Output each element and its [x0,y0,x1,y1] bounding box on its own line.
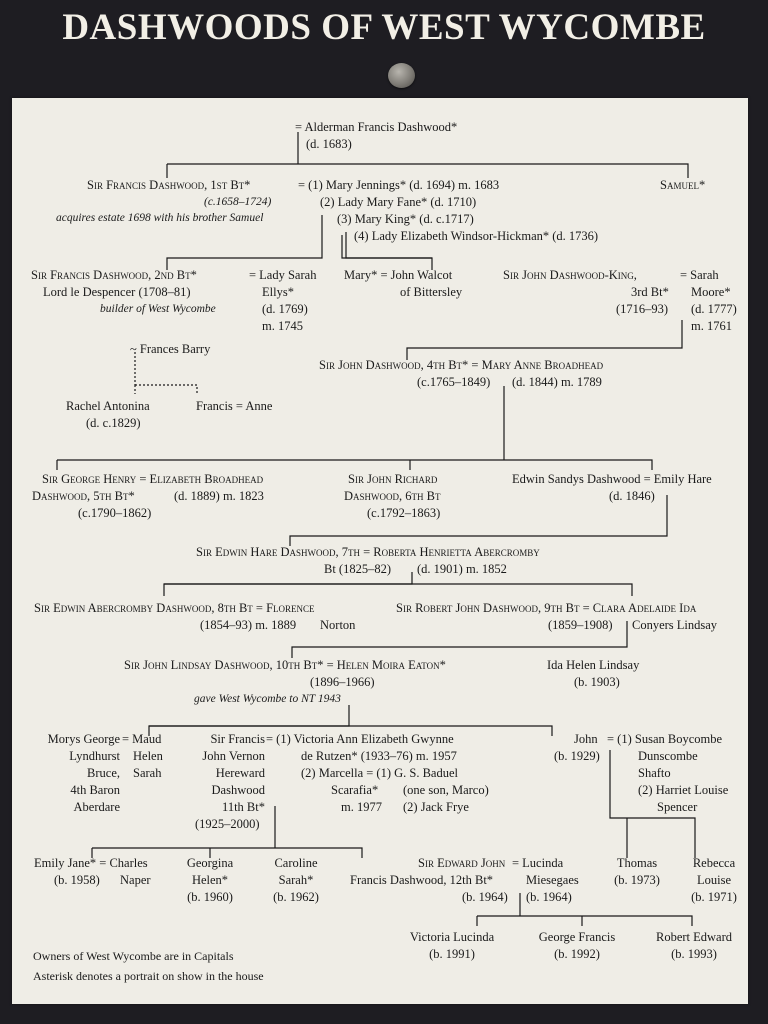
edwin-hare-7th-bt-dates: Bt (1825–82) [324,562,392,576]
charles-naper: Naper [120,873,151,887]
georgina-dates: (b. 1960) [187,890,233,904]
georgina-l2: Helen* [191,873,229,887]
victoria-lucinda-dates: (b. 1991) [429,947,475,961]
clara-lindsay: Conyers Lindsay [632,618,718,632]
sarah-ellys-married: m. 1745 [262,319,303,333]
francis-1st-bt-note: acquires estate 1698 with his brother Samuel [56,212,264,224]
morys-l5: Aberdare [73,800,120,814]
rebecca-l1: Rebecca [692,856,736,870]
frances-barry: ~ Frances Barry [130,342,211,356]
florence-norton: Norton [320,618,356,632]
caroline-l2: Sarah* [278,873,314,887]
john-richard-6th-bt-l1: Sir John Richard [348,472,438,486]
mary-walcot-l2: of Bittersley [400,285,463,299]
francis-1st-bt-name: Sir Francis Dashwood, 1st Bt* [87,178,251,192]
marcella-scarafia: Scarafia* [331,783,379,797]
ida-helen-lindsay-dates: (b. 1903) [574,675,620,689]
francis-2nd-bt-name: Sir Francis Dashwood, 2nd Bt* [31,268,197,282]
board-title: DASHWOODS OF WEST WYCOMBE [62,7,706,48]
pushpin-icon [388,63,415,88]
francis-11th-bt-l5: 11th Bt* [222,800,265,814]
john-4th-bt-dates: (c.1765–1849) [417,375,491,389]
caroline-dates: (b. 1962) [273,890,319,904]
rachel-antonina-dates: (d. c.1829) [86,416,141,430]
susan-boycombe-l3: Shafto [638,766,671,780]
robert-john-9th-bt-dates: (1859–1908) [548,618,613,632]
maud-l2: Helen [133,749,163,763]
harriet-spencer-l2: Spencer [657,800,698,814]
maud-l3: Sarah [133,766,162,780]
emily-hare-dates: (d. 1846) [609,489,655,503]
wife-mary-fane: (2) Lady Mary Fane* (d. 1710) [320,195,477,209]
baduel-son-note: (one son, Marco) [403,783,489,797]
victoria-gwynne-l2: de Rutzen* (1933–76) m. 1957 [301,749,457,763]
francis-11th-bt-l4: Dashwood [211,783,265,797]
victoria-gwynne-l1: = (1) Victoria Ann Elizabeth Gwynne [266,732,454,746]
robert-edward-dates: (b. 1993) [671,947,717,961]
george-francis-name: George Francis [538,930,616,944]
john-4th-bt-name: Sir John Dashwood, 4th Bt* = Mary Anne Broadhead [319,358,604,372]
john-dashwood-king-3rd: 3rd Bt* [631,285,669,299]
george-henry-5th-bt-l2: Dashwood, 5th Bt* [32,489,135,503]
francis-11th-bt-l3: Hereward [215,766,265,780]
john-richard-6th-bt-dates: (c.1792–1863) [367,506,441,520]
wife-mary-king: (3) Mary King* (d. c.1717) [337,212,474,226]
morys-l3: Bruce, [87,766,120,780]
john-b1929-dates: (b. 1929) [554,749,600,763]
lucinda-dates: (b. 1964) [526,890,572,904]
wife-mary-jennings: = (1) Mary Jennings* (d. 1694) m. 1683 [298,178,500,192]
family-tree-board [12,98,748,1004]
edward-john-12th-bt-dates: (b. 1964) [462,890,508,904]
roberta-abercromby-dates: (d. 1901) m. 1852 [417,562,507,576]
elizabeth-broadhead-dates: (d. 1889) m. 1823 [174,489,264,503]
jack-frye: (2) Jack Frye [403,800,469,814]
caroline-l1: Caroline [274,856,318,870]
sarah-ellys-dates: (d. 1769) [262,302,308,316]
legend-owners: Owners of West Wycombe are in Capitals [33,949,234,963]
john-lindsay-10th-bt-dates: (1896–1966) [310,675,375,689]
mary-anne-broadhead-dates: (d. 1844) m. 1789 [512,375,602,389]
morys-l1: Morys George [47,732,120,746]
john-dashwood-king-dates: (1716–93) [616,302,669,316]
george-henry-5th-bt-l1: Sir George Henry = Elizabeth Broadhead [42,472,264,486]
john-richard-6th-bt-l2: Dashwood, 6th Bt [344,489,441,503]
john-lindsay-10th-bt-note: gave West Wycombe to NT 1943 [194,693,341,705]
thomas-name: Thomas [616,856,658,870]
george-henry-5th-bt-dates: (c.1790–1862) [78,506,152,520]
georgina-l1: Georgina [186,856,234,870]
alderman-francis-dates: (d. 1683) [306,137,352,151]
mary-walcot-l1: Mary* = John Walcot [344,268,453,282]
emily-jane-l1: Emily Jane* = Charles [34,856,148,870]
francis-1st-bt-dates: (c.1658–1724) [204,196,272,208]
marcella-l1: (2) Marcella = (1) G. S. Baduel [301,766,459,780]
maud-l1: = Maud [122,732,162,746]
susan-boycombe-l2: Dunscombe [638,749,698,763]
edwin-sandys-l1: Edwin Sandys Dashwood = Emily Hare [512,472,712,486]
john-b1929-name: John [574,732,598,746]
emily-jane-dates: (b. 1958) [54,873,100,887]
edwin-hare-7th-bt-l1: Sir Edwin Hare Dashwood, 7th = Roberta Henrietta Abercromby [196,545,540,559]
sarah-ellys-l1: = Lady Sarah [249,268,317,282]
morys-l2: Lyndhurst [69,749,120,763]
victoria-lucinda-name: Victoria Lucinda [409,930,495,944]
sarah-ellys-l2: Ellys* [262,285,294,299]
francis-11th-bt-dates: (1925–2000) [195,817,260,831]
john-dashwood-king-name: Sir John Dashwood-King, [503,268,637,282]
edwin-abercromby-8th-bt-l1: Sir Edwin Abercromby Dashwood, 8th Bt = Florence [34,601,315,615]
francis-11th-bt-l2: John Vernon [202,749,265,763]
lucinda-l2: Miesegaes [526,873,579,887]
francis-2nd-bt-note: builder of West Wycombe [100,303,216,315]
wife-elizabeth-windsor: (4) Lady Elizabeth Windsor-Hickman* (d. 1736) [354,229,599,243]
harriet-spencer-l1: (2) Harriet Louise [638,783,729,797]
rachel-antonina-name: Rachel Antonina [66,399,150,413]
edwin-abercromby-8th-bt-dates: (1854–93) m. 1889 [200,618,297,632]
francis-anne: Francis = Anne [196,399,273,413]
edward-john-12th-bt-l2: Francis Dashwood, 12th Bt* [350,873,494,887]
sarah-moore-l2: Moore* [691,285,731,299]
alderman-francis-name: = Alderman Francis Dashwood* [295,120,458,134]
robert-john-9th-bt-l1: Sir Robert John Dashwood, 9th Bt = Clara Adelaide Ida [396,601,697,615]
george-francis-dates: (b. 1992) [554,947,600,961]
francis-2nd-bt-title: Lord le Despencer (1708–81) [43,285,191,299]
robert-edward-name: Robert Edward [655,930,733,944]
edward-john-12th-bt-l1: Sir Edward John [418,856,506,870]
sarah-moore-married: m. 1761 [691,319,732,333]
sarah-moore-dates: (d. 1777) [691,302,737,316]
samuel-name: Samuel* [660,178,706,192]
ida-helen-lindsay-name: Ida Helen Lindsay [547,658,640,672]
legend-asterisk: Asterisk denotes a portrait on show in the house [33,969,264,983]
francis-11th-bt-l1: Sir Francis [210,732,265,746]
rebecca-l2: Louise [696,873,732,887]
susan-boycombe-l1: = (1) Susan Boycombe [607,732,723,746]
marcella-married: m. 1977 [341,800,382,814]
thomas-dates: (b. 1973) [614,873,660,887]
rebecca-dates: (b. 1971) [691,890,737,904]
morys-l4: 4th Baron [70,783,120,797]
john-lindsay-10th-bt-l1: Sir John Lindsay Dashwood, 10th Bt* = Helen Moira Eaton* [124,658,446,672]
lucinda-l1: = Lucinda [512,856,564,870]
sarah-moore-l1: = Sarah [680,268,719,282]
